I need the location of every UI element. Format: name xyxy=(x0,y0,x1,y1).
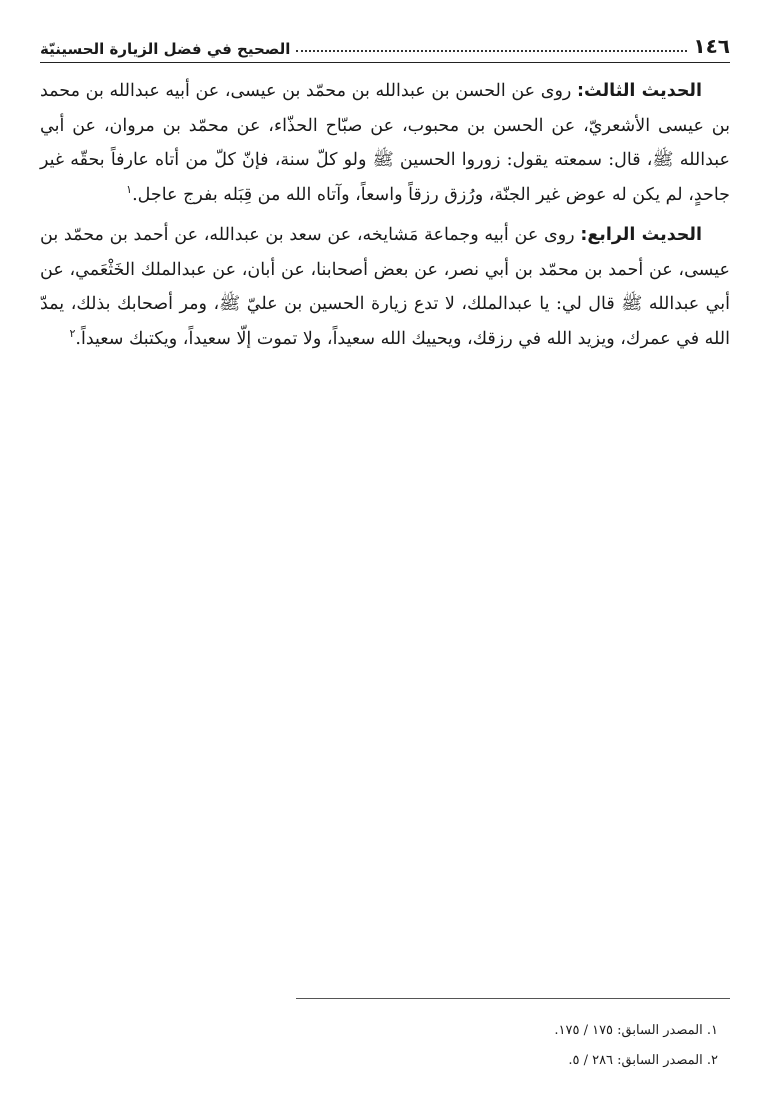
footnote-marker: ١ xyxy=(126,182,133,196)
hadith-paragraph-3 xyxy=(40,74,730,212)
running-header xyxy=(40,30,730,63)
footnote-2: ٢. المصدر السابق: ٢٨٦ / ٥. xyxy=(568,1053,718,1068)
main-text xyxy=(40,74,730,362)
footnote-1: ١. المصدر السابق: ١٧٥ / ١٧٥. xyxy=(554,1023,718,1038)
hadith-text: روى عن الحسن بن عبدالله بن محمّد بن عيسى، عن أبيه عبدالله بن محمد بن عيسى الأشعريّ، عن الحسن بن محبوب، عن صبّاح الحذّاء، عن محمّد بن مروان، عن أبي عبدالله ﷺ، قال: سمعته يقول: زوروا الحسين ﷺ ولو كلّ سنة، فإنّ كلّ من أتاه عارفاً بحقّه غير جاحدٍ، لم يكن له عوض غير الجنّة، ورُزق رزقاً واسعاً، وآتاه الله من قِبَله بفرج عاجل. xyxy=(40,81,730,205)
hadith-title: الحديث الرابع: xyxy=(580,225,702,245)
footnote-marker: ٢ xyxy=(69,326,76,340)
page-number: ١٤٦ xyxy=(693,34,730,58)
hadith-text: روى عن أبيه وجماعة مَشايخه، عن سعد بن عبدالله، عن أحمد بن محمّد بن عيسى، عن أحمد بن محمّد بن أبي نصر، عن بعض أصحابنا، عن أبان، عن عبدالملك الخَثْعَمي، عن أبي عبدالله ﷺ قال لي: يا عبدالملك، لا تدع زيارة الحسين بن عليّ ﷺ، ومر أصحابك بذلك، يمدّ الله في عمرك، ويزيد الله في رزقك، ويحييك الله سعيداً، ولا تموت إلّا سعيداً، ويكتبك سعيداً. xyxy=(40,225,730,349)
hadith-paragraph-4 xyxy=(40,218,730,356)
footnotes xyxy=(40,1016,718,1076)
footnote-separator xyxy=(296,998,730,999)
running-title: الصحيح في فضل الزيارة الحسينيّة xyxy=(40,40,291,58)
hadith-title: الحديث الثالث: xyxy=(577,81,703,101)
dotted-leader xyxy=(296,50,687,52)
